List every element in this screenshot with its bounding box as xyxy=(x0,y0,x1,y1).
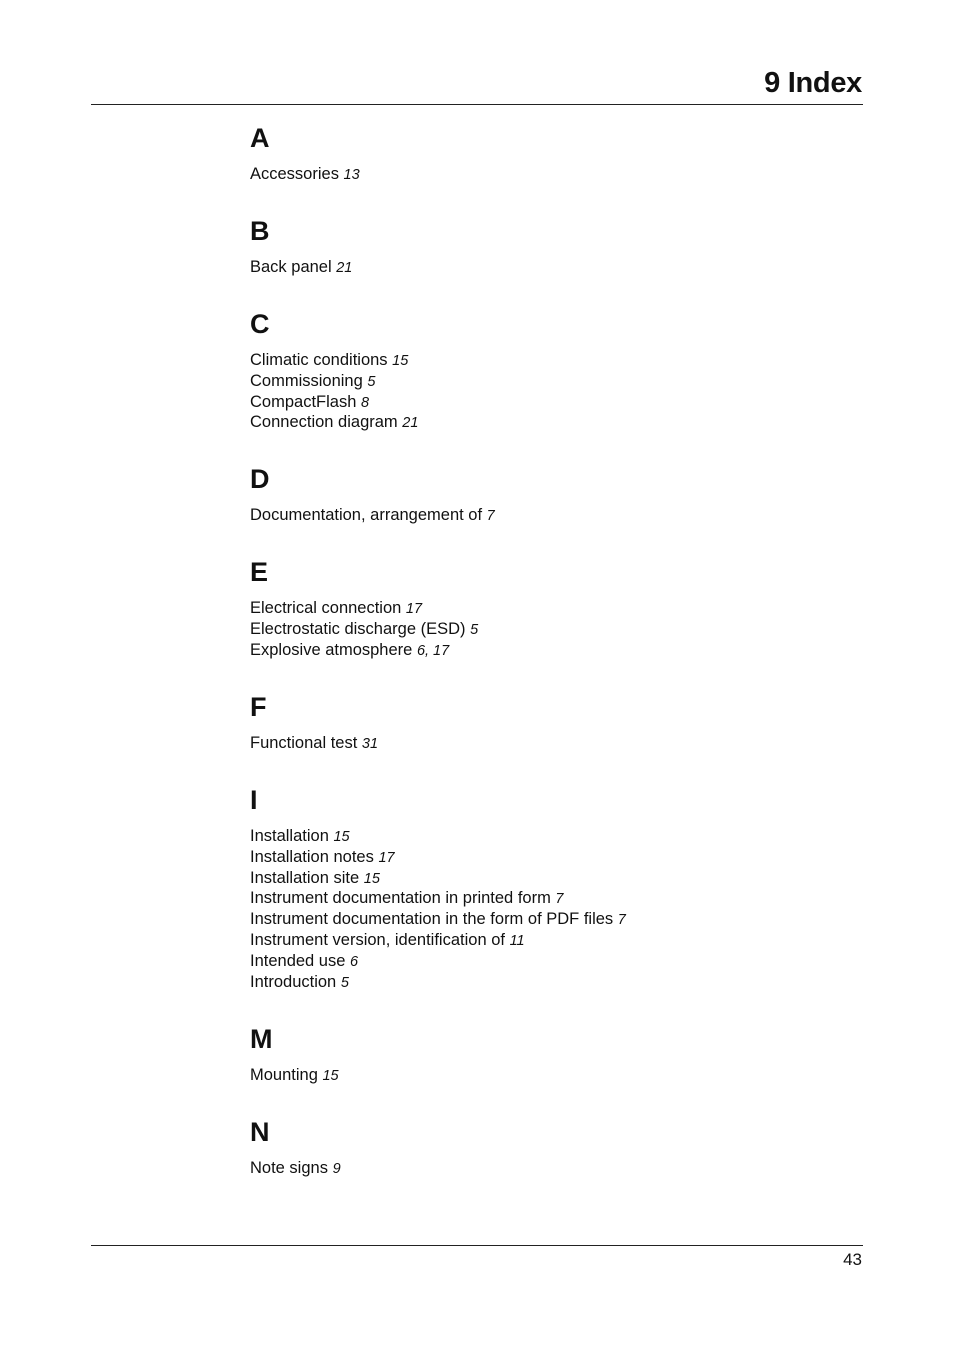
entry-term: Instrument version, identification of xyxy=(250,931,505,950)
footer-rule xyxy=(91,1245,863,1246)
entry-term: Introduction xyxy=(250,973,337,992)
index-entries xyxy=(250,733,850,754)
entry-page-ref[interactable]: 9 xyxy=(332,1160,341,1177)
index-entry xyxy=(250,598,850,619)
index-entry xyxy=(250,392,850,413)
entry-term: Explosive atmosphere xyxy=(250,641,413,660)
entry-term: Mounting xyxy=(250,1065,318,1084)
entry-term: Electrical connection xyxy=(250,599,402,618)
entry-term: Intended use xyxy=(250,952,346,971)
section-letter: D xyxy=(250,464,270,495)
index-entries xyxy=(250,350,850,434)
index-entry xyxy=(250,505,850,526)
index-entry xyxy=(250,640,850,661)
entry-page-ref[interactable]: 17 xyxy=(378,849,395,866)
entry-page-ref[interactable]: 6 xyxy=(350,954,359,971)
index-entries xyxy=(250,1065,850,1086)
index-section-i xyxy=(250,784,850,993)
entry-page-ref[interactable]: 7 xyxy=(617,912,626,929)
index-entry xyxy=(250,350,850,371)
index-entry xyxy=(250,972,850,993)
index-entry xyxy=(250,909,850,930)
section-letter: E xyxy=(250,557,269,588)
section-letter: N xyxy=(250,1116,270,1147)
entry-page-ref[interactable]: 8 xyxy=(360,394,370,411)
entry-term: Instrument documentation in the form of PDF files xyxy=(250,910,614,929)
entry-term: Commissioning xyxy=(250,371,363,390)
entry-term: Climatic conditions xyxy=(250,350,388,369)
index-entry xyxy=(250,951,850,972)
index-entry xyxy=(250,257,850,278)
entry-page-ref[interactable]: 6, 17 xyxy=(416,643,450,660)
entry-page-ref[interactable]: 31 xyxy=(361,735,379,752)
entry-page-ref[interactable]: 15 xyxy=(392,352,409,369)
index-section-a xyxy=(250,122,850,185)
entry-page-ref[interactable]: 21 xyxy=(402,415,419,432)
index-entry xyxy=(250,371,850,392)
entry-term: Connection diagram xyxy=(250,413,398,432)
index-entry xyxy=(250,1158,850,1179)
entry-term: Note signs xyxy=(250,1158,328,1177)
index-entries xyxy=(250,598,850,661)
entry-term: Accessories xyxy=(250,165,339,183)
entry-page-ref[interactable]: 5 xyxy=(340,975,349,992)
index-entries xyxy=(250,257,850,278)
index-entries xyxy=(250,826,850,993)
section-letter: F xyxy=(250,691,267,722)
index-entry xyxy=(250,1065,850,1086)
index-entry xyxy=(250,930,850,951)
section-letter: B xyxy=(250,215,270,246)
entry-term: Installation site xyxy=(250,868,360,887)
index-entry xyxy=(250,847,850,868)
index-section-d xyxy=(250,463,850,526)
entry-term: Installation notes xyxy=(250,847,374,866)
entry-page-ref[interactable]: 13 xyxy=(343,167,360,183)
entry-page-ref[interactable]: 5 xyxy=(470,622,479,639)
section-letter: M xyxy=(250,1023,273,1054)
entry-term: Electrostatic discharge (ESD) xyxy=(250,620,466,639)
index-section-c xyxy=(250,308,850,434)
entry-term: Back panel xyxy=(250,257,332,276)
index-section-f xyxy=(250,691,850,754)
index-entry xyxy=(250,412,850,433)
index-entry xyxy=(250,888,850,909)
entry-page-ref[interactable]: 17 xyxy=(405,601,423,618)
page-title: 9 Index xyxy=(764,67,862,99)
section-letter: C xyxy=(250,308,270,339)
index-entry xyxy=(250,164,850,185)
index-section-b xyxy=(250,215,850,278)
entry-page-ref[interactable]: 21 xyxy=(336,259,353,276)
entry-page-ref[interactable]: 5 xyxy=(367,373,376,390)
index-section-n xyxy=(250,1116,850,1179)
page-number: 43 xyxy=(843,1250,862,1269)
index-section-m xyxy=(250,1023,850,1086)
index-entries xyxy=(250,1158,850,1179)
index-body xyxy=(250,122,850,1179)
entry-term: Installation xyxy=(250,826,329,845)
section-letter: I xyxy=(250,784,258,815)
entry-term: Instrument documentation in printed form xyxy=(250,889,551,908)
entry-term: CompactFlash xyxy=(250,392,357,411)
entry-page-ref[interactable]: 7 xyxy=(555,891,564,908)
entry-page-ref[interactable]: 15 xyxy=(333,828,350,845)
index-entry xyxy=(250,619,850,640)
entry-term: Documentation, arrangement of xyxy=(250,506,483,525)
index-section-e xyxy=(250,556,850,661)
index-entry xyxy=(250,826,850,847)
index-entries xyxy=(250,505,850,526)
header-rule xyxy=(91,104,863,105)
index-entry xyxy=(250,733,850,754)
entry-term: Functional test xyxy=(250,733,358,752)
entry-page-ref[interactable]: 15 xyxy=(322,1067,339,1084)
index-entry xyxy=(250,868,850,889)
entry-page-ref[interactable]: 7 xyxy=(486,508,495,525)
entry-page-ref[interactable]: 15 xyxy=(363,870,380,887)
section-letter: A xyxy=(250,123,270,153)
entry-page-ref[interactable]: 11 xyxy=(509,933,525,950)
index-entries xyxy=(250,164,850,185)
